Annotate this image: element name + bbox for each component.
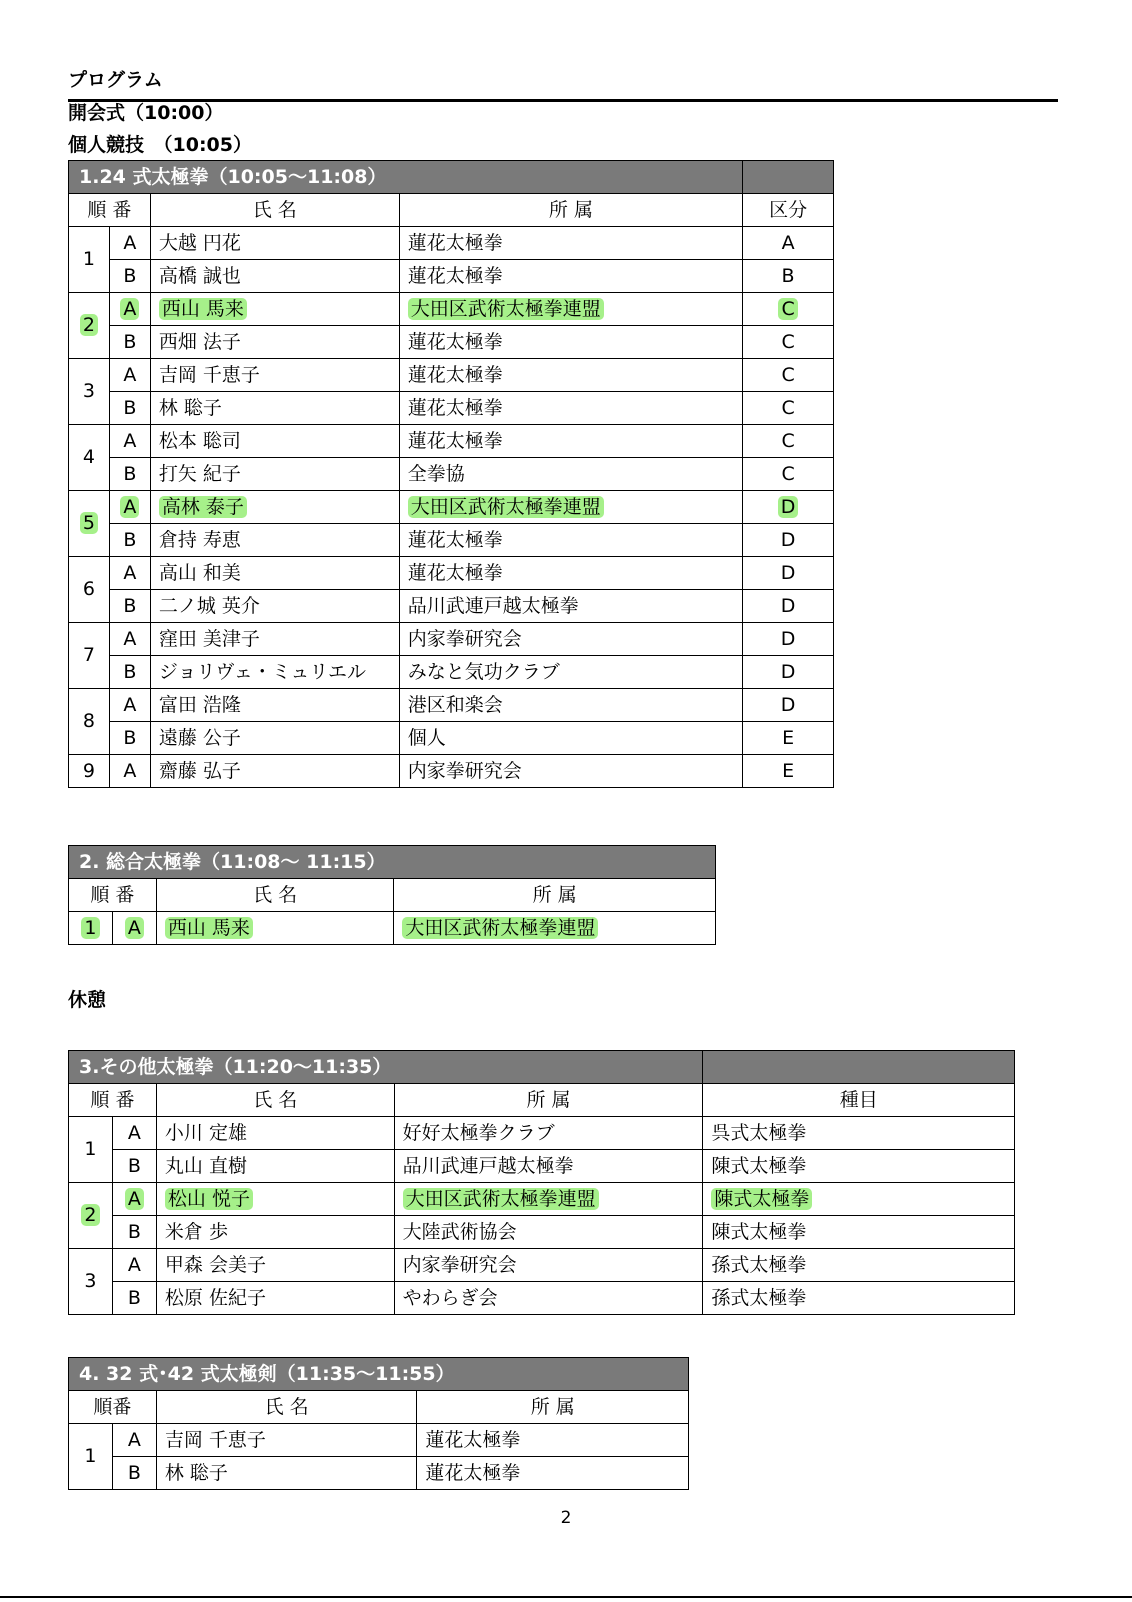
- slot: B: [112, 1216, 156, 1249]
- slot: A: [109, 689, 150, 722]
- affiliation: 蓮花太極拳: [399, 227, 742, 260]
- affiliation: 品川武連戸越太極拳: [399, 590, 742, 623]
- competitor-name: 丸山 直樹: [156, 1150, 394, 1183]
- order-number: 3: [69, 1249, 113, 1315]
- table-row: [69, 590, 834, 623]
- event: 呉式太極拳: [703, 1117, 1015, 1150]
- table-row: [69, 722, 834, 755]
- order-number: 1: [69, 227, 110, 293]
- competitor-name: 二ノ城 英介: [150, 590, 399, 623]
- slot: B: [109, 392, 150, 425]
- table-row: [69, 1457, 689, 1490]
- competitor-name: 吉岡 千恵子: [150, 359, 399, 392]
- highlight-mark: 高林 泰子: [159, 496, 247, 518]
- col-header-order: 順番: [69, 1391, 157, 1424]
- class: D: [743, 557, 834, 590]
- affiliation: [394, 912, 716, 945]
- affiliation: 全拳協: [399, 458, 742, 491]
- affiliation: [399, 293, 742, 326]
- order-number: [69, 491, 110, 557]
- slot: B: [109, 722, 150, 755]
- table-row: [69, 656, 834, 689]
- order-number: [69, 1183, 113, 1249]
- affiliation: 蓮花太極拳: [399, 359, 742, 392]
- order-number: 1: [69, 1117, 113, 1183]
- highlight-mark: 松山 悦子: [165, 1188, 253, 1210]
- header-rule: [68, 99, 1058, 102]
- order-number: 4: [69, 425, 110, 491]
- competitor-name: 大越 円花: [150, 227, 399, 260]
- slot: [109, 293, 150, 326]
- competitor-name: 松原 佐紀子: [156, 1282, 394, 1315]
- affiliation: 個人: [399, 722, 742, 755]
- affiliation: みなと気功クラブ: [399, 656, 742, 689]
- competitor-name: 遠藤 公子: [150, 722, 399, 755]
- slot: A: [112, 1249, 156, 1282]
- col-header-class: 区分: [743, 194, 834, 227]
- table-row: [69, 755, 834, 788]
- highlight-mark: 大田区武術太極拳連盟: [403, 1188, 599, 1210]
- class: [743, 491, 834, 524]
- competitor-name: ジョリヴェ・ミュリエル: [150, 656, 399, 689]
- order-number: [69, 293, 110, 359]
- class: C: [743, 359, 834, 392]
- slot: B: [112, 1457, 156, 1490]
- competitor-name: 林 聡子: [156, 1457, 417, 1490]
- highlight-mark: 西山 馬来: [165, 917, 253, 939]
- col-header-name: 氏 名: [150, 194, 399, 227]
- slot: A: [109, 623, 150, 656]
- affiliation: [394, 1183, 703, 1216]
- table-row: [69, 359, 834, 392]
- competitor-name: 富田 浩隆: [150, 689, 399, 722]
- competitor-name: 齋藤 弘子: [150, 755, 399, 788]
- program-table-sword-form: [68, 1357, 689, 1490]
- table-title-blank: [743, 161, 834, 194]
- slot: A: [109, 359, 150, 392]
- slot: [109, 491, 150, 524]
- affiliation: 内家拳研究会: [394, 1249, 703, 1282]
- competitor-name: 小川 定雄: [156, 1117, 394, 1150]
- affiliation: やわらぎ会: [394, 1282, 703, 1315]
- highlight-mark: A: [125, 917, 144, 939]
- class: E: [743, 755, 834, 788]
- col-header-affiliation: 所 属: [417, 1391, 689, 1424]
- class: B: [743, 260, 834, 293]
- table-row: [69, 1424, 689, 1457]
- highlight-mark: 2: [81, 1204, 99, 1226]
- competitor-name: [156, 1183, 394, 1216]
- table-title: 4. 32 式･42 式太極剣（11:35～11:55）: [69, 1358, 689, 1391]
- class: A: [743, 227, 834, 260]
- order-number: 1: [69, 1424, 113, 1490]
- class: C: [743, 458, 834, 491]
- table-row: [69, 392, 834, 425]
- table-row: [69, 1117, 1015, 1150]
- table-title: 1.24 式太極拳（10:05～11:08）: [69, 161, 743, 194]
- table-row: [69, 260, 834, 293]
- order-number: [69, 912, 113, 945]
- order-number: 9: [69, 755, 110, 788]
- col-header-name: 氏 名: [156, 1084, 394, 1117]
- col-header-event: 種目: [703, 1084, 1015, 1117]
- table-row-highlighted: [69, 293, 834, 326]
- highlight-mark: 西山 馬来: [159, 298, 247, 320]
- competitor-name: [150, 293, 399, 326]
- slot: B: [112, 1150, 156, 1183]
- slot: B: [109, 260, 150, 293]
- slot: A: [109, 425, 150, 458]
- page-bottom-edge: [0, 1596, 1132, 1598]
- class: D: [743, 524, 834, 557]
- competitor-name: 林 聡子: [150, 392, 399, 425]
- competitor-name: 窪田 美津子: [150, 623, 399, 656]
- highlight-mark: 大田区武術太極拳連盟: [408, 496, 604, 518]
- section-heading-program: プログラム: [68, 69, 163, 91]
- class: C: [743, 392, 834, 425]
- slot: [112, 912, 156, 945]
- affiliation: [399, 491, 742, 524]
- affiliation: 港区和楽会: [399, 689, 742, 722]
- competitor-name: 高山 和美: [150, 557, 399, 590]
- highlight-mark: A: [120, 496, 139, 518]
- slot: A: [109, 755, 150, 788]
- competitor-name: 打矢 紀子: [150, 458, 399, 491]
- program-table-24-form: [68, 160, 834, 788]
- table-row: [69, 425, 834, 458]
- table-row-highlighted: [69, 491, 834, 524]
- col-header-order: 順 番: [69, 879, 157, 912]
- competitor-name: 倉持 寿恵: [150, 524, 399, 557]
- order-number: 7: [69, 623, 110, 689]
- col-header-name: 氏 名: [156, 879, 394, 912]
- affiliation: 蓮花太極拳: [399, 260, 742, 293]
- slot: A: [109, 557, 150, 590]
- competitor-name: 吉岡 千恵子: [156, 1424, 417, 1457]
- affiliation: 蓮花太極拳: [417, 1424, 689, 1457]
- col-header-name: 氏 名: [156, 1391, 417, 1424]
- highlight-mark: 5: [80, 512, 98, 534]
- slot: A: [112, 1117, 156, 1150]
- table-row: [69, 1282, 1015, 1315]
- col-header-order: 順 番: [69, 194, 151, 227]
- table-row: [69, 326, 834, 359]
- affiliation: 蓮花太極拳: [399, 524, 742, 557]
- heading-opening-ceremony: 開会式（10:00）: [68, 102, 224, 124]
- competitor-name: 高橋 誠也: [150, 260, 399, 293]
- order-number: 3: [69, 359, 110, 425]
- class: E: [743, 722, 834, 755]
- col-header-order: 順 番: [69, 1084, 157, 1117]
- table-row: [69, 1216, 1015, 1249]
- affiliation: 大陸武術協会: [394, 1216, 703, 1249]
- class: D: [743, 689, 834, 722]
- slot: A: [112, 1424, 156, 1457]
- program-table-combined-form: [68, 845, 716, 945]
- heading-break: 休憩: [68, 989, 107, 1011]
- table-title: 3.その他太極拳（11:20～11:35）: [69, 1051, 703, 1084]
- event: 陳式太極拳: [703, 1216, 1015, 1249]
- highlight-mark: C: [778, 298, 797, 320]
- affiliation: 内家拳研究会: [399, 755, 742, 788]
- slot: B: [109, 326, 150, 359]
- event: [703, 1183, 1015, 1216]
- slot: B: [112, 1282, 156, 1315]
- slot: B: [109, 524, 150, 557]
- affiliation: 好好太極拳クラブ: [394, 1117, 703, 1150]
- table-title-blank: [703, 1051, 1015, 1084]
- highlight-mark: D: [778, 496, 799, 518]
- col-header-affiliation: 所 属: [399, 194, 742, 227]
- program-table-other-styles: [68, 1050, 1015, 1315]
- affiliation: 蓮花太極拳: [399, 392, 742, 425]
- table-row: [69, 524, 834, 557]
- slot: A: [109, 227, 150, 260]
- class: C: [743, 425, 834, 458]
- highlight-mark: 陳式太極拳: [711, 1188, 812, 1210]
- highlight-mark: 大田区武術太極拳連盟: [402, 917, 598, 939]
- slot: B: [109, 656, 150, 689]
- class: D: [743, 590, 834, 623]
- competitor-name: 松本 聡司: [150, 425, 399, 458]
- event: 陳式太極拳: [703, 1150, 1015, 1183]
- slot: B: [109, 590, 150, 623]
- table-row: [69, 689, 834, 722]
- table-row-highlighted: [69, 912, 716, 945]
- class: [743, 293, 834, 326]
- highlight-mark: 2: [80, 314, 98, 336]
- order-number: 8: [69, 689, 110, 755]
- competitor-name: 米倉 歩: [156, 1216, 394, 1249]
- order-number: 6: [69, 557, 110, 623]
- table-row: [69, 1150, 1015, 1183]
- event: 孫式太極拳: [703, 1282, 1015, 1315]
- competitor-name: [156, 912, 394, 945]
- col-header-affiliation: 所 属: [394, 1084, 703, 1117]
- heading-individual-events: 個人競技 （10:05）: [68, 134, 252, 156]
- table-row-highlighted: [69, 1183, 1015, 1216]
- highlight-mark: 1: [81, 917, 99, 939]
- affiliation: 蓮花太極拳: [399, 326, 742, 359]
- table-title: 2. 総合太極拳（11:08～ 11:15）: [69, 846, 716, 879]
- event: 孫式太極拳: [703, 1249, 1015, 1282]
- affiliation: 蓮花太極拳: [399, 425, 742, 458]
- class: D: [743, 656, 834, 689]
- table-row: [69, 227, 834, 260]
- table-row: [69, 1249, 1015, 1282]
- affiliation: 品川武連戸越太極拳: [394, 1150, 703, 1183]
- affiliation: 内家拳研究会: [399, 623, 742, 656]
- table-row: [69, 458, 834, 491]
- affiliation: 蓮花太極拳: [399, 557, 742, 590]
- highlight-mark: A: [120, 298, 139, 320]
- highlight-mark: A: [125, 1188, 144, 1210]
- table-row: [69, 623, 834, 656]
- class: C: [743, 326, 834, 359]
- slot: B: [109, 458, 150, 491]
- class: D: [743, 623, 834, 656]
- col-header-affiliation: 所 属: [394, 879, 716, 912]
- competitor-name: [150, 491, 399, 524]
- page-number: 2: [560, 1508, 572, 1528]
- competitor-name: 甲森 会美子: [156, 1249, 394, 1282]
- competitor-name: 西畑 法子: [150, 326, 399, 359]
- affiliation: 蓮花太極拳: [417, 1457, 689, 1490]
- slot: [112, 1183, 156, 1216]
- highlight-mark: 大田区武術太極拳連盟: [408, 298, 604, 320]
- table-row: [69, 557, 834, 590]
